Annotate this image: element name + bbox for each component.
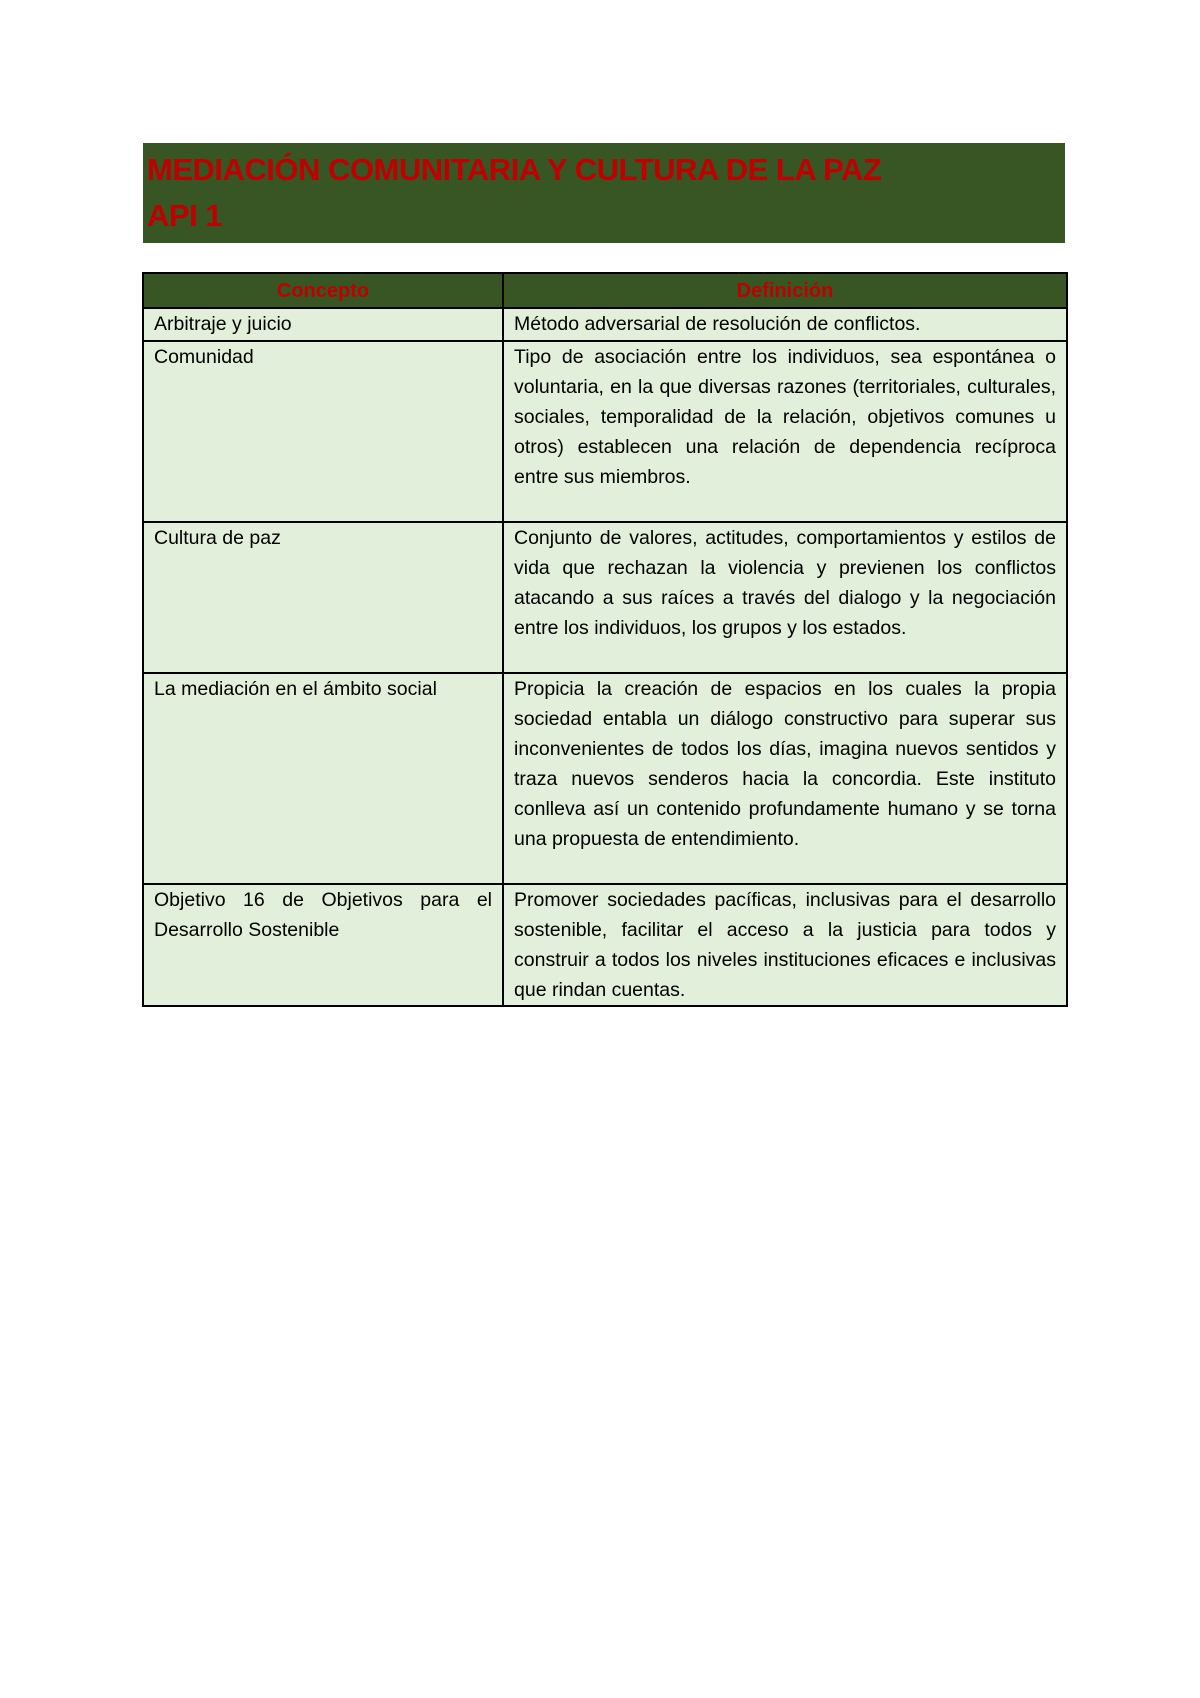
table-row xyxy=(143,884,1067,1006)
table-row xyxy=(143,308,1067,341)
definition-cell: Propicia la creación de espacios en los cuales la propia sociedad entabla un diálogo constructivo para superar sus inconvenientes de todos los días, imagina nuevos sentidos y traza nuevos senderos hacia la concordia. Este instituto conlleva así un contenido profundamente humano y se torna una propuesta de entendimiento. xyxy=(503,673,1067,884)
table-row xyxy=(143,673,1067,884)
definition-cell: Método adversarial de resolución de conflictos. xyxy=(503,308,1067,341)
definition-cell: Conjunto de valores, actitudes, comportamientos y estilos de vida que rechazan la violencia y previenen los conflictos atacando a sus raíces a través del dialogo y la negociación entre los individuos, los grupos y los estados. xyxy=(503,522,1067,673)
table-header-row xyxy=(143,273,1067,308)
table-row xyxy=(143,341,1067,522)
concept-cell: La mediación en el ámbito social xyxy=(143,673,503,884)
table-row xyxy=(143,522,1067,673)
concept-cell: Comunidad xyxy=(143,341,503,522)
document-title-block xyxy=(143,143,1065,243)
definition-cell: Promover sociedades pacíficas, inclusivas para el desarrollo sostenible, facilitar el acceso a la justicia para todos y construir a todos los niveles instituciones eficaces e inclusivas que rindan cuentas. xyxy=(503,884,1067,1006)
concept-cell: Arbitraje y juicio xyxy=(143,308,503,341)
concepts-table xyxy=(142,272,1068,1007)
concept-cell: Objetivo 16 de Objetivos para el Desarrollo Sostenible xyxy=(143,884,503,1006)
document-subtitle: API 1 xyxy=(147,198,223,233)
column-header-concept: Concepto xyxy=(143,273,503,308)
column-header-definition: Definición xyxy=(503,273,1067,308)
concept-cell: Cultura de paz xyxy=(143,522,503,673)
definition-cell: Tipo de asociación entre los individuos, sea espontánea o voluntaria, en la que diversas razones (territoriales, culturales, sociales, temporalidad de la relación, objetivos comunes u otros) establecen una relación de dependencia recíproca entre sus miembros. xyxy=(503,341,1067,522)
document-title: MEDIACIÓN COMUNITARIA Y CULTURA DE LA PAZ xyxy=(147,152,882,187)
